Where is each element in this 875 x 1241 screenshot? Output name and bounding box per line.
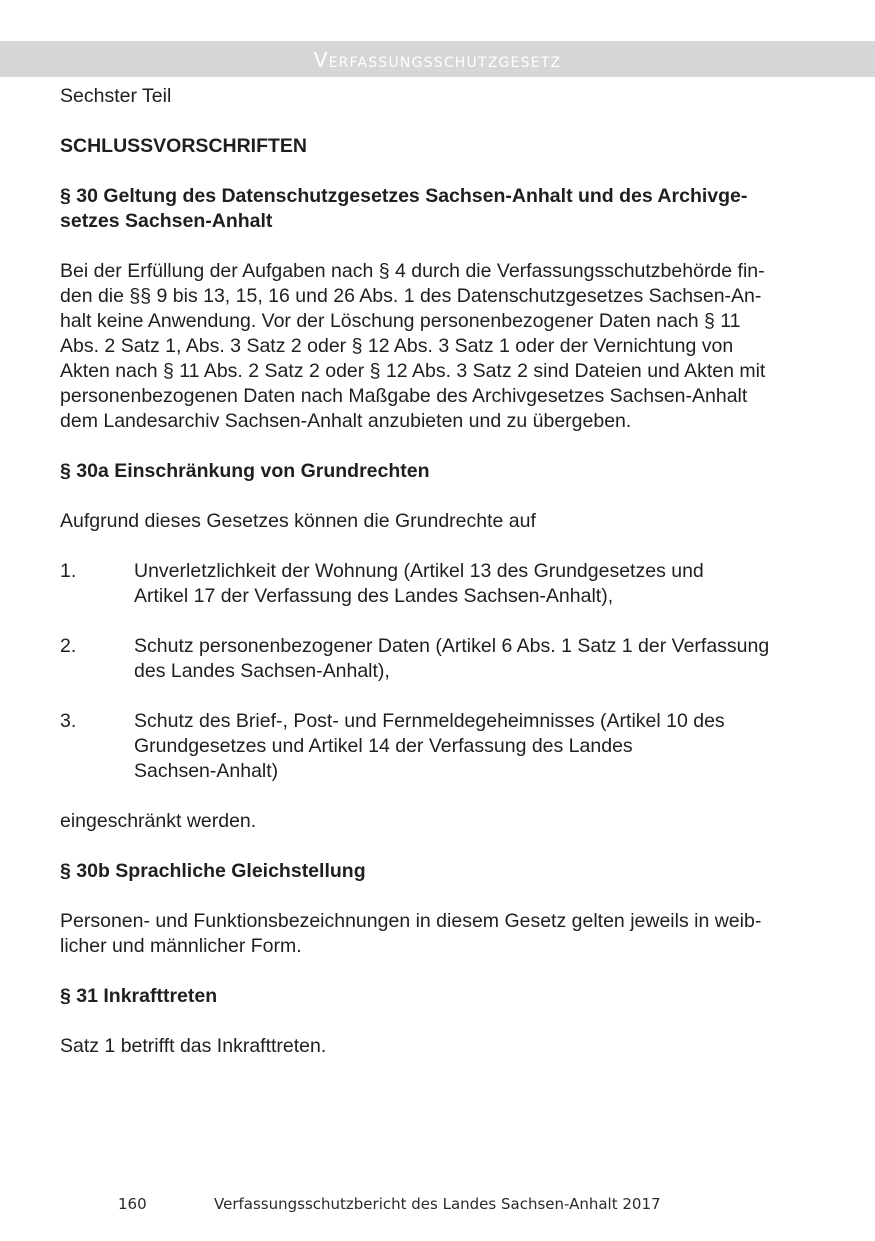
- paragraph-line: Abs. 2 Satz 1, Abs. 3 Satz 2 oder § 12 Abs. 3 Satz 1 oder der Vernichtung von: [60, 335, 734, 357]
- list-item-line: Grundgesetzes und Artikel 14 der Verfassung des Landes: [134, 735, 633, 757]
- running-header-title: Verfassungsschutzgesetz: [313, 48, 562, 72]
- paragraph-line: Akten nach § 11 Abs. 2 Satz 2 oder § 12 Abs. 3 Satz 2 sind Dateien und Akten mit: [60, 360, 766, 382]
- paragraph-line: personenbezogenen Daten nach Maßgabe des Archivgesetzes Sachsen-Anhalt: [60, 385, 748, 407]
- paragraph-line: halt keine Anwendung. Vor der Löschung personenbezogener Daten nach § 11: [60, 310, 741, 332]
- section-31-heading: § 31 Inkrafttreten: [60, 985, 218, 1007]
- list-item-line: Schutz personenbezogener Daten (Artikel 6 Abs. 1 Satz 1 der Verfassung: [134, 635, 770, 657]
- list-item-line: Unverletzlichkeit der Wohnung (Artikel 13 des Grundgesetzes und: [134, 560, 704, 582]
- section-30b-body: [60, 909, 820, 959]
- page-number: 160: [118, 1195, 147, 1213]
- heading-line: setzes Sachsen-Anhalt: [60, 210, 273, 232]
- section-30-body: [60, 259, 820, 434]
- list-number: 3.: [60, 710, 77, 732]
- section-30-heading: [60, 184, 820, 234]
- list-item-line: des Landes Sachsen-Anhalt),: [134, 660, 390, 682]
- paragraph-line: Bei der Erfüllung der Aufgaben nach § 4 durch die Verfassungsschutzbehörde fin-: [60, 260, 765, 282]
- list-item-line: Artikel 17 der Verfassung des Landes Sachsen-Anhalt),: [134, 585, 614, 607]
- paragraph-line: den die §§ 9 bis 13, 15, 16 und 26 Abs. 1 des Datenschutzgesetzes Sachsen-An-: [60, 285, 762, 307]
- paragraph-line: Personen- und Funktionsbezeichnungen in diesem Gesetz gelten jeweils in weib-: [60, 910, 762, 932]
- paragraph-line: dem Landesarchiv Sachsen-Anhalt anzubieten und zu übergeben.: [60, 410, 632, 432]
- list-item-line: Sachsen-Anhalt): [134, 760, 279, 782]
- section-30a-intro: Aufgrund dieses Gesetzes können die Grundrechte auf: [60, 510, 536, 532]
- list-item-line: Schutz des Brief-, Post- und Fernmeldegeheimnisses (Artikel 10 des: [134, 710, 725, 732]
- part-label: Sechster Teil: [60, 85, 172, 107]
- page-content: [60, 84, 820, 1084]
- list-number: 1.: [60, 560, 77, 582]
- section-30a-outro: eingeschränkt werden.: [60, 810, 257, 832]
- part-heading: SCHLUSSVORSCHRIFTEN: [60, 135, 308, 157]
- list-item: [60, 634, 820, 684]
- section-30b-heading: § 30b Sprachliche Gleichstellung: [60, 860, 366, 882]
- paragraph-line: licher und männlicher Form.: [60, 935, 302, 957]
- list-number: 2.: [60, 635, 77, 657]
- heading-line: § 30 Geltung des Datenschutzgesetzes Sachsen-Anhalt und des Archivge-: [60, 185, 748, 207]
- section-31-body: Satz 1 betrifft das Inkrafttreten.: [60, 1035, 327, 1057]
- list-item: [60, 709, 820, 784]
- list-item: [60, 559, 820, 609]
- publication-title: Verfassungsschutzbericht des Landes Sachsen-Anhalt 2017: [214, 1195, 661, 1213]
- section-30a-heading: § 30a Einschränkung von Grundrechten: [60, 460, 430, 482]
